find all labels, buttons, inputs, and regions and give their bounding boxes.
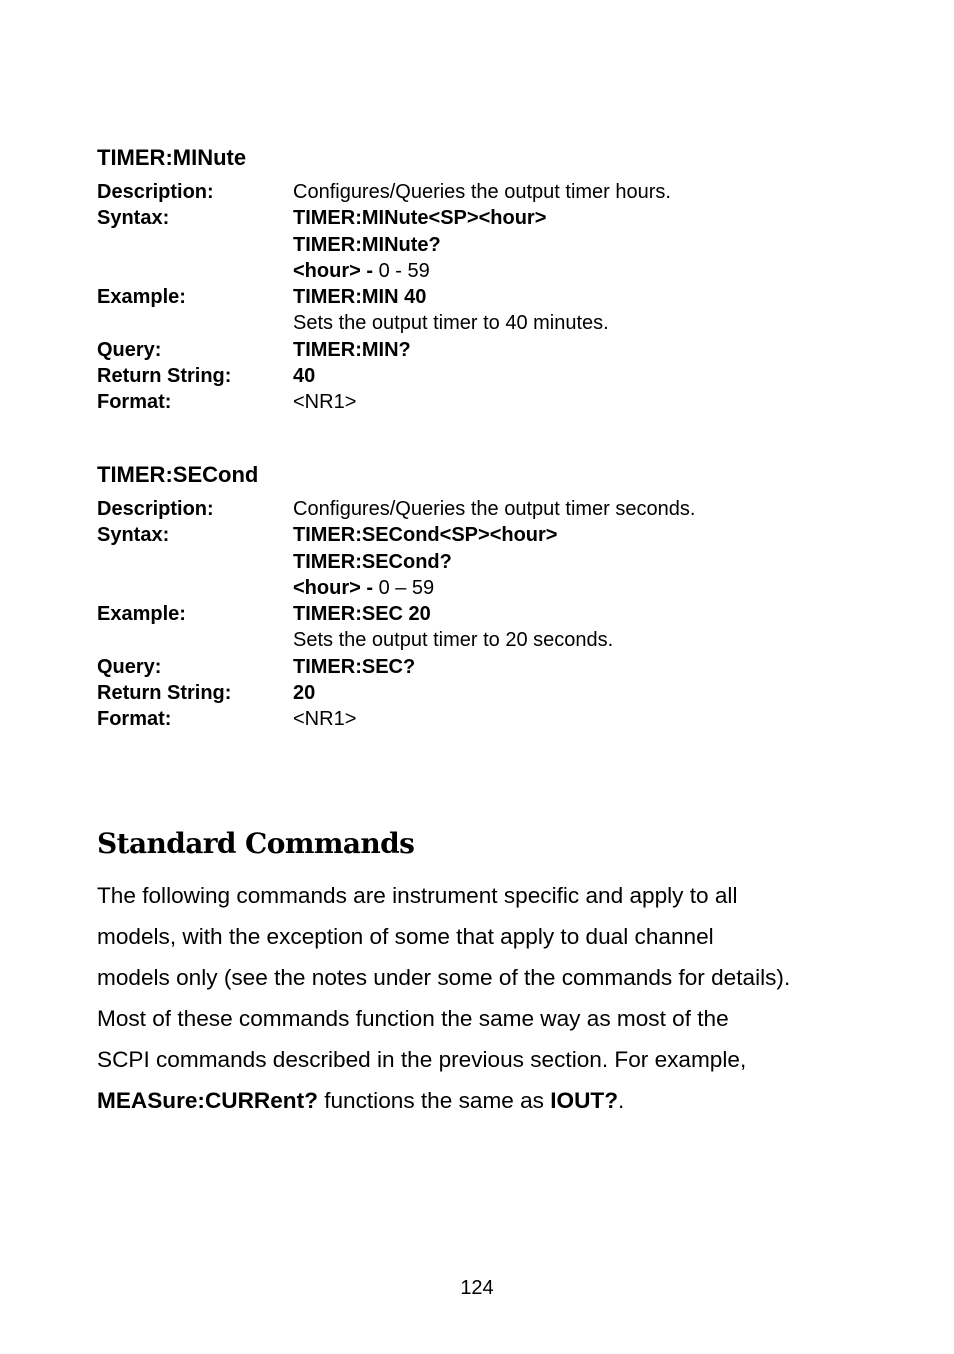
page-number: 124 — [460, 1277, 494, 1299]
parameter — [293, 258, 430, 284]
format-value: <NR1> — [293, 391, 357, 414]
command-title: TIMER:MINute — [97, 145, 247, 170]
query-row — [97, 654, 877, 680]
paragraph-text: functions the same as — [317, 1088, 551, 1113]
example-label: Example: — [97, 603, 186, 626]
query-label: Query: — [97, 655, 162, 678]
example-row — [97, 284, 877, 310]
parameter-name: <hour> - — [293, 259, 374, 282]
syntax-set: TIMER:MINute<SP><hour> — [293, 207, 547, 230]
query-label: Query: — [97, 338, 162, 361]
command-block-timer-minute — [97, 145, 877, 416]
parameter — [293, 575, 434, 601]
parameter-range: 0 – 59 — [373, 576, 435, 599]
return-string-row — [97, 363, 877, 389]
paragraph-line: models, with the exception of some that apply to dual channel — [97, 924, 714, 949]
description-label: Description: — [97, 498, 214, 520]
return-string-label: Return String: — [97, 682, 232, 705]
example-command: TIMER:MIN 40 — [293, 286, 427, 309]
example-description-row — [97, 627, 877, 653]
description-label: Description: — [97, 181, 214, 203]
section-paragraph — [97, 875, 897, 1121]
description-text: Configures/Queries the output timer hours. — [293, 181, 671, 203]
query-command: TIMER:MIN? — [293, 338, 411, 361]
syntax-query-row — [97, 232, 877, 258]
example-description: Sets the output timer to 20 seconds. — [293, 629, 614, 652]
command-title: TIMER:SECond — [97, 462, 259, 487]
return-string-row — [97, 680, 877, 706]
section-title: Standard Commands — [97, 827, 415, 860]
example-row — [97, 601, 877, 627]
syntax-label: Syntax: — [97, 524, 170, 547]
query-row — [97, 337, 877, 363]
parameter-row — [97, 575, 877, 601]
description-row — [97, 179, 877, 205]
paragraph-line: SCPI commands described in the previous section. For example, — [97, 1047, 747, 1072]
syntax-query: TIMER:MINute? — [293, 233, 441, 256]
description-row — [97, 496, 877, 522]
format-label: Format: — [97, 708, 172, 731]
example-label: Example: — [97, 286, 186, 309]
example-description-row — [97, 310, 877, 336]
return-string-label: Return String: — [97, 365, 232, 388]
syntax-label: Syntax: — [97, 207, 170, 230]
parameter-range: 0 - 59 — [373, 259, 430, 282]
description-text: Configures/Queries the output timer seconds. — [293, 498, 696, 520]
paragraph-line: The following commands are instrument specific and apply to all — [97, 883, 738, 908]
syntax-query: TIMER:SECond? — [293, 550, 452, 573]
paragraph-line — [97, 1080, 897, 1121]
parameter-name: <hour> - — [293, 576, 374, 599]
paragraph-text: . — [618, 1088, 625, 1113]
syntax-row — [97, 205, 877, 231]
example-description: Sets the output timer to 40 minutes. — [293, 312, 609, 335]
syntax-set: TIMER:SECond<SP><hour> — [293, 524, 558, 547]
return-string-value: 20 — [293, 682, 316, 705]
example-command: TIMER:SEC 20 — [293, 603, 431, 626]
paragraph-line: Most of these commands function the same way as most of the — [97, 1006, 729, 1031]
syntax-row — [97, 522, 877, 548]
format-label: Format: — [97, 391, 172, 414]
query-command: TIMER:SEC? — [293, 655, 416, 678]
command-reference-iout: IOUT? — [550, 1088, 619, 1113]
format-row — [97, 706, 877, 732]
command-reference-measure-current: MEASure:CURRent? — [97, 1088, 318, 1113]
format-row — [97, 389, 877, 415]
parameter-row — [97, 258, 877, 284]
return-string-value: 40 — [293, 365, 316, 388]
command-block-timer-second — [97, 462, 877, 733]
format-value: <NR1> — [293, 708, 357, 731]
syntax-query-row — [97, 549, 877, 575]
paragraph-line: models only (see the notes under some of the commands for details). — [97, 965, 791, 990]
